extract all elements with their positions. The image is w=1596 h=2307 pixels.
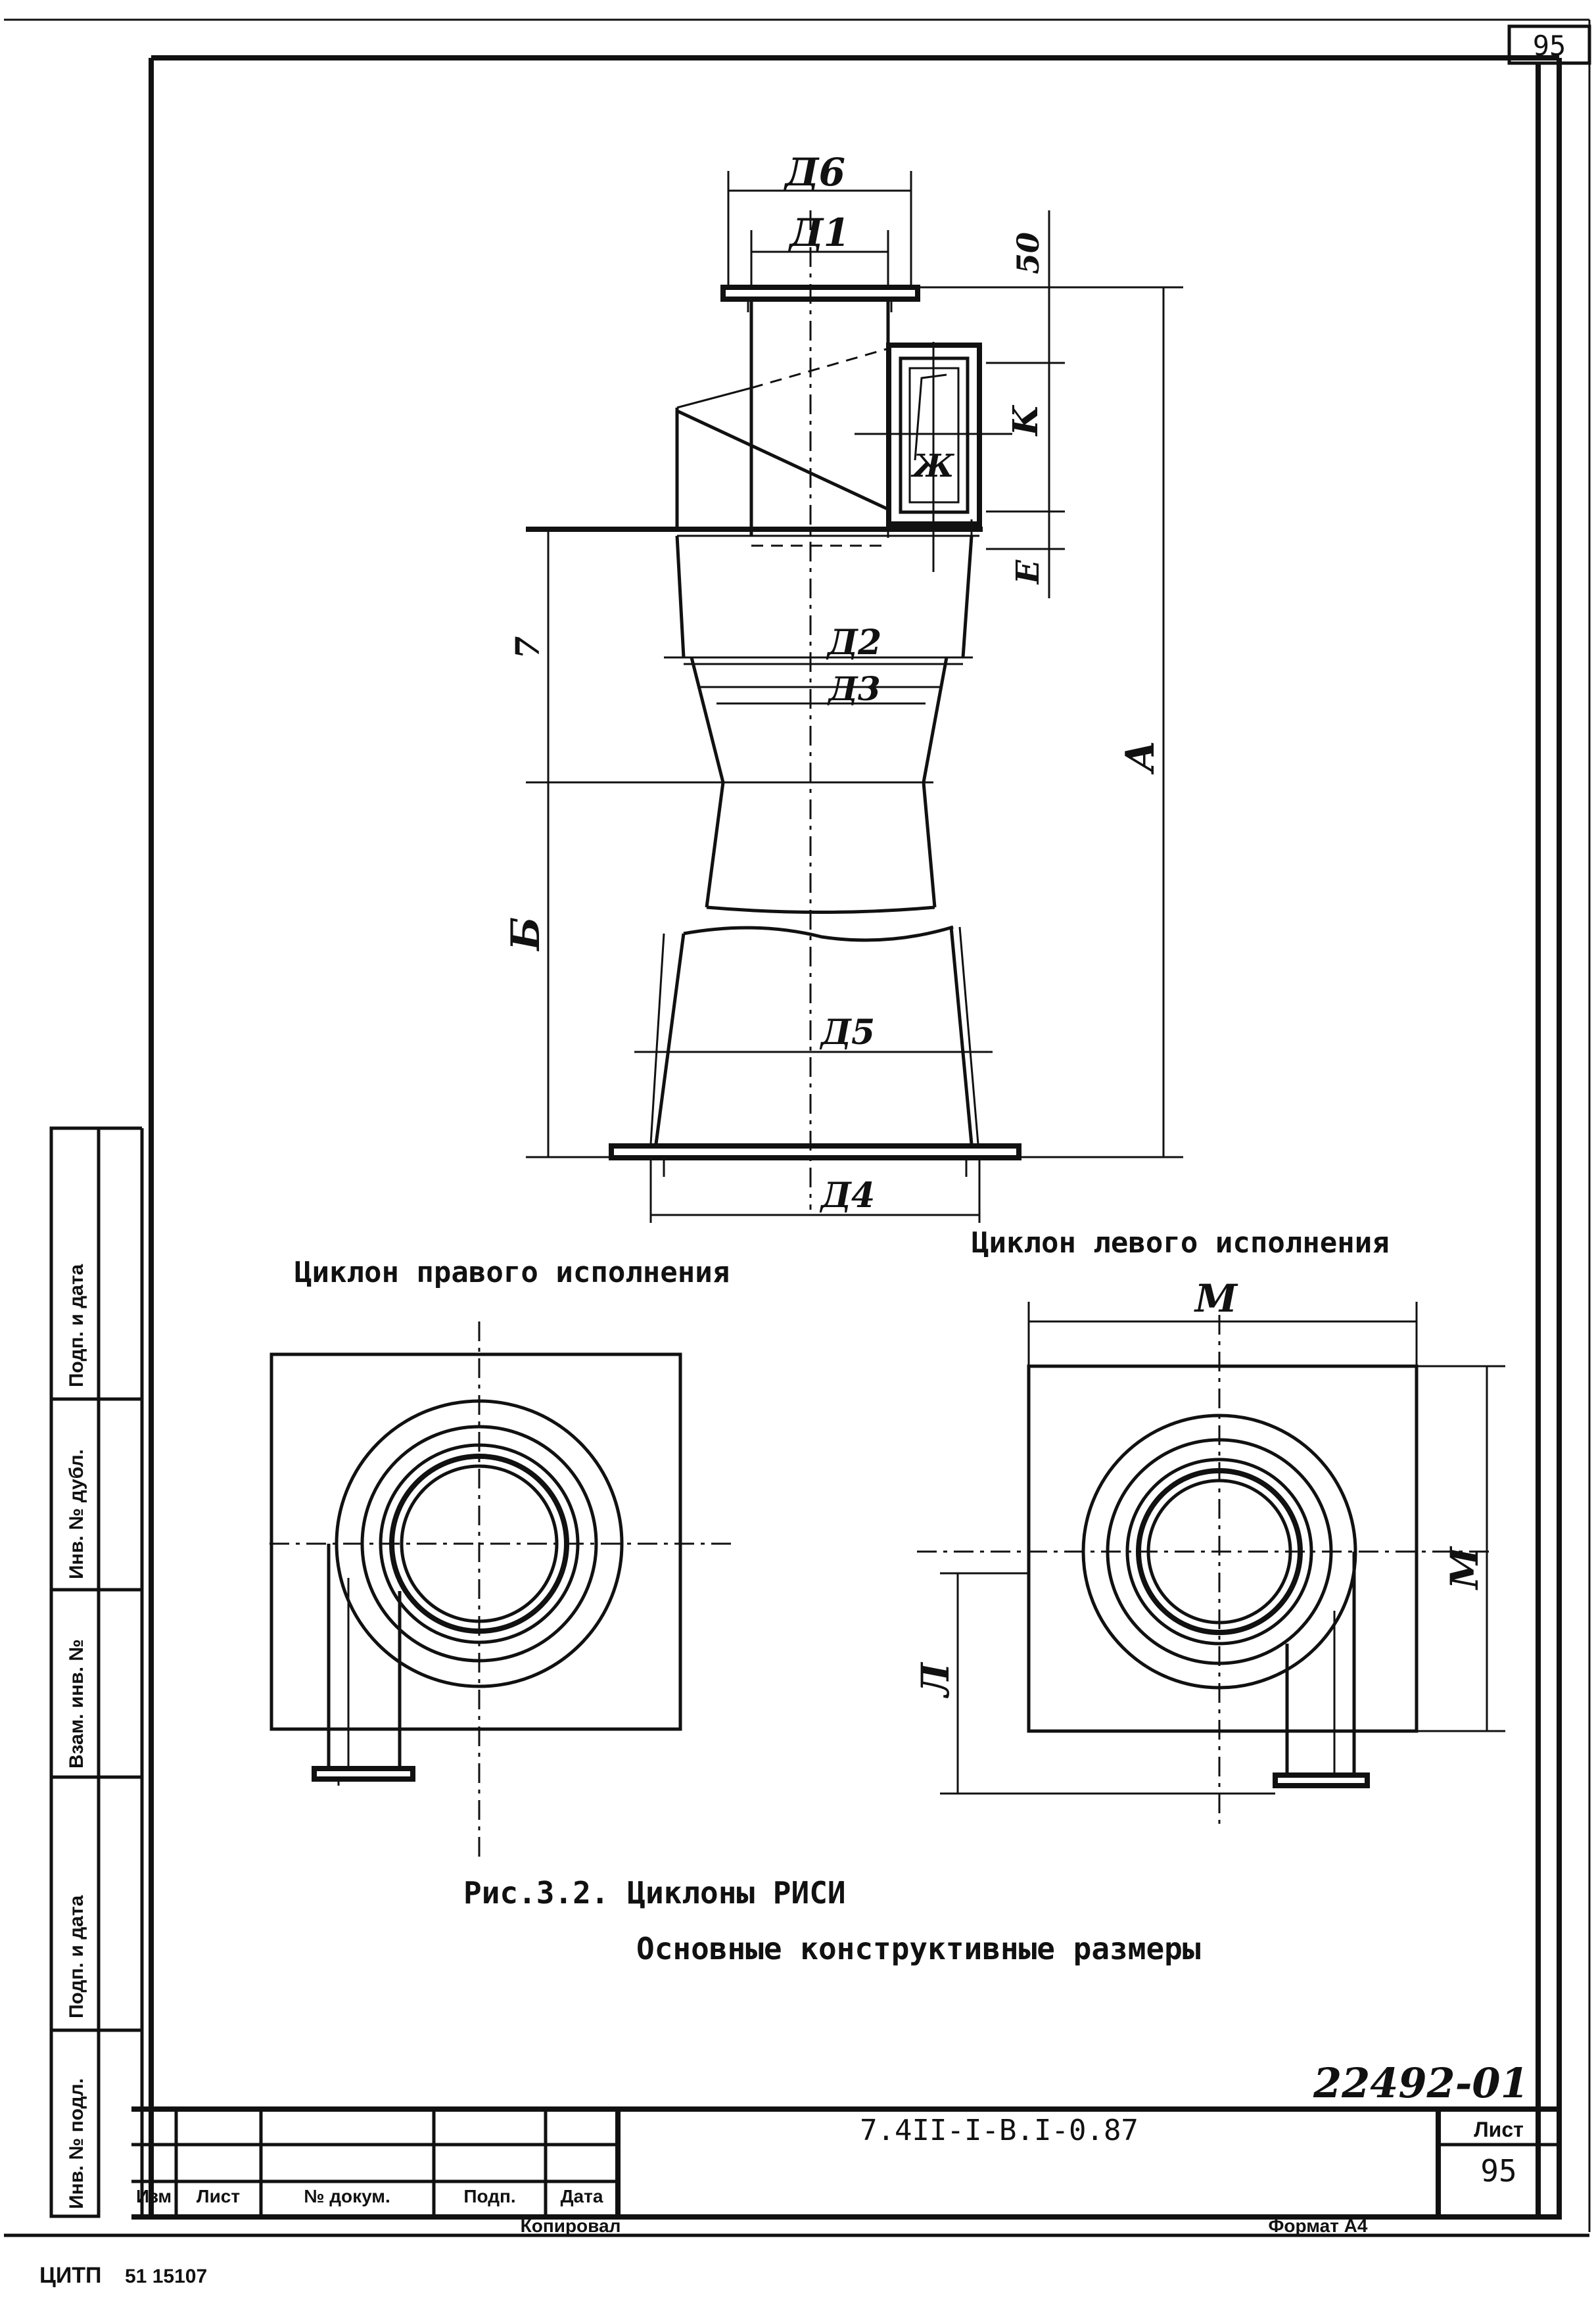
dim-b: Б — [503, 916, 549, 951]
dim-50: 50 — [1010, 231, 1046, 275]
dim-a: А — [1117, 740, 1163, 773]
stamp-vzam-inv: Взам. инв. № — [66, 1639, 87, 1769]
dim-d2: Д2 — [827, 623, 882, 663]
dim-d4: Д4 — [820, 1176, 876, 1216]
dim-d5: Д5 — [820, 1012, 876, 1053]
designation: 7.4II-I-В.I-0.87 — [860, 2114, 1138, 2147]
col-list: Лист — [196, 2186, 241, 2206]
col-doc: № докум. — [304, 2186, 390, 2206]
sheet-number: 95 — [1480, 2153, 1517, 2189]
figure-caption-line2: Основные конструктивные размеры — [636, 1931, 1201, 1966]
dim-tick: 7 — [508, 636, 547, 659]
dim-d6: Д6 — [785, 150, 845, 195]
stamp-inv-podl: Инв. № подл. — [66, 2078, 87, 2209]
dim-d3: Д3 — [828, 669, 881, 708]
dim-m-vertical: М — [1442, 1546, 1487, 1590]
side-stamp — [51, 1128, 142, 2216]
stamp-podp-data-1: Подп. и дата — [66, 1264, 87, 1387]
col-sign: Подп. — [463, 2186, 516, 2206]
dim-e: E — [1010, 559, 1046, 584]
footer-org: ЦИТП — [39, 2263, 102, 2288]
left-view-caption: Циклон левого исполнения — [972, 1226, 1390, 1260]
dim-d1: Д1 — [789, 210, 850, 255]
col-date: Дата — [560, 2186, 603, 2206]
stamp-podp-data-2: Подп. и дата — [66, 1895, 87, 2018]
dim-k: K — [1006, 406, 1046, 436]
copied-by: Копировал — [520, 2216, 621, 2236]
cyclone-elevation — [503, 150, 1183, 1223]
dim-l: Л — [913, 1663, 958, 1697]
plan-view-left — [913, 1276, 1505, 1828]
sheet-number-top: 95 — [1532, 30, 1566, 62]
col-izm: Изм — [135, 2186, 172, 2206]
footer-num: 51 15107 — [125, 2266, 208, 2287]
drawing-code: 22492-01 — [1313, 2059, 1529, 2107]
dim-m-horizontal: М — [1194, 1276, 1238, 1321]
right-view-caption: Циклон правого исполнения — [294, 1256, 730, 1289]
figure-caption-line1: Рис.3.2. Циклоны РИСИ — [463, 1875, 846, 1911]
format: Формат А4 — [1268, 2216, 1368, 2236]
plan-view-right — [270, 1321, 736, 1861]
stamp-inv-dubl: Инв. № дубл. — [66, 1449, 87, 1579]
sheet-label: Лист — [1474, 2118, 1524, 2141]
dim-zh: Ж — [912, 448, 954, 485]
